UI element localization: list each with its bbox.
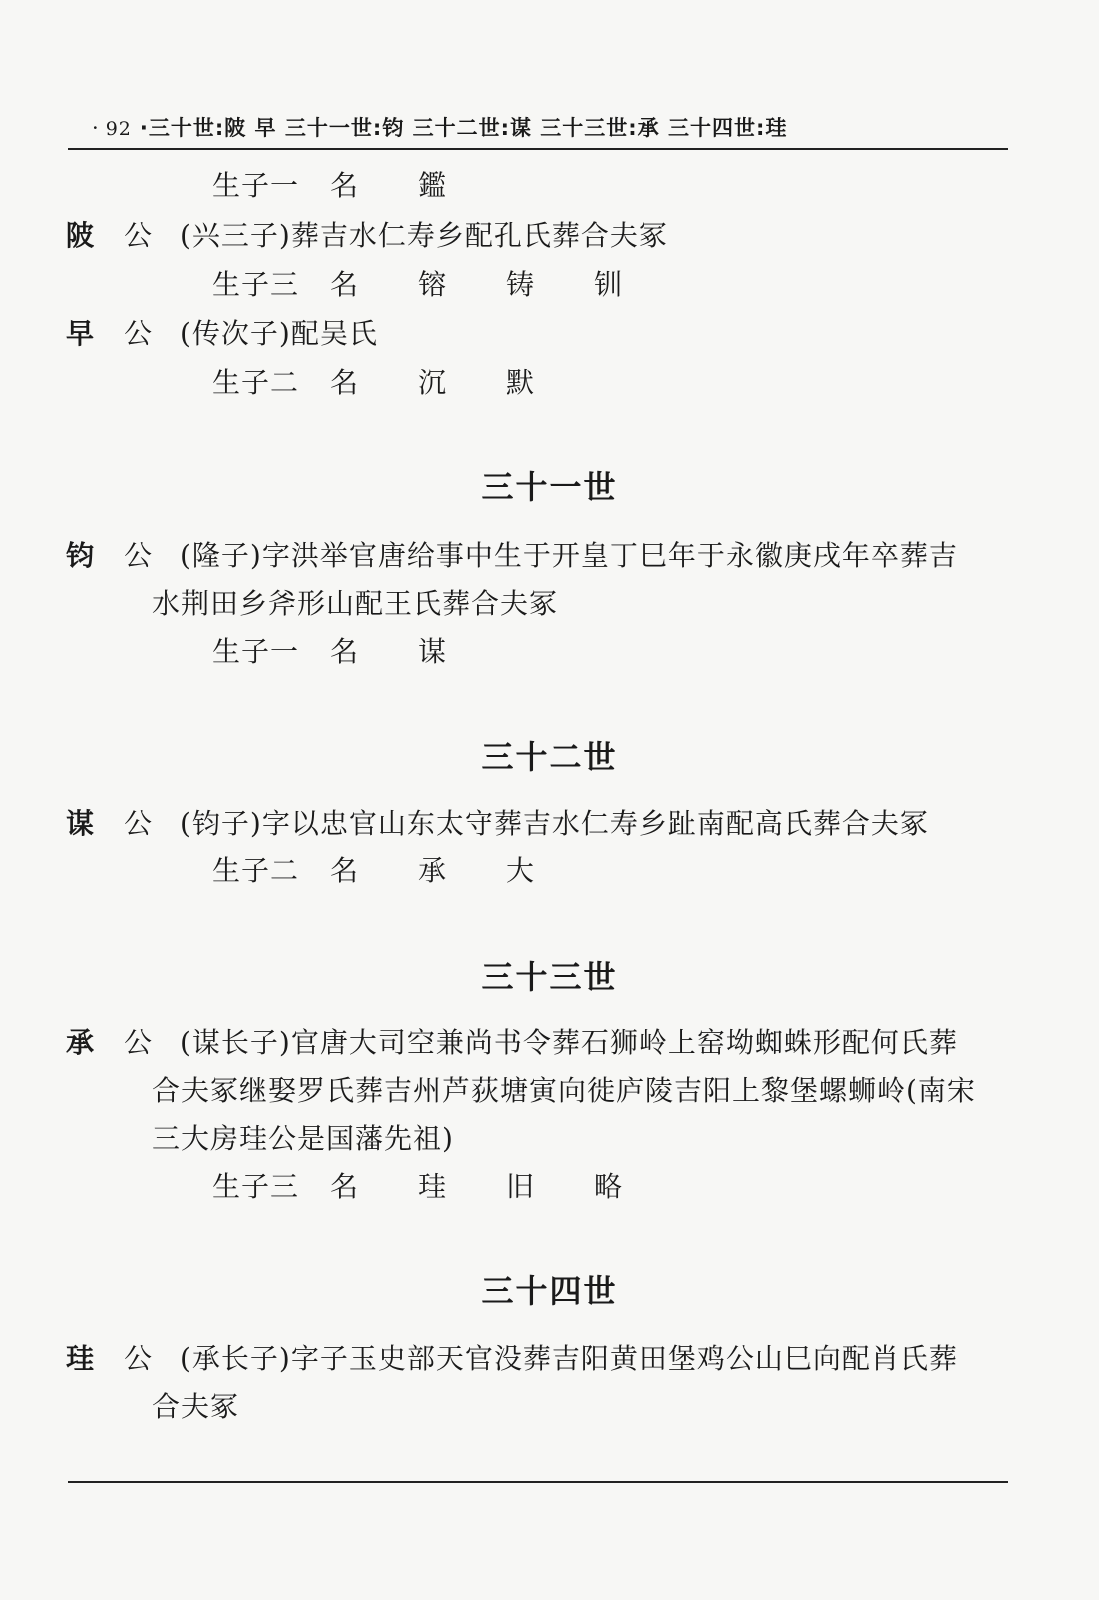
gong-title: 公: [124, 317, 154, 350]
person-name: 珪: [66, 1342, 96, 1375]
person-name: 钧: [66, 539, 96, 572]
gong-title: 公: [124, 539, 154, 572]
gong-title: 公: [124, 807, 154, 840]
entry-text: (隆子)字洪举官唐给事中生于开皇丁巳年于永徽庚戌年卒葬吉: [180, 539, 958, 572]
sons-label: 生子一: [212, 635, 300, 668]
son-name: 镕: [418, 268, 448, 301]
sons-label: 生子二: [212, 854, 300, 887]
running-title: ·三十世:陂 早 三十一世:钧 三十二世:谋 三十三世:承 三十四世:珪: [139, 116, 788, 140]
entry-text: (承长子)字子玉史部天官没葬吉阳黄田堡鸡公山巳向配肖氏葬: [180, 1342, 958, 1375]
sons-label: 生子三: [212, 268, 300, 301]
son-name: 鑑: [418, 169, 448, 202]
sons-label: 生子二: [212, 366, 300, 399]
generation-heading: 三十三世: [481, 958, 618, 996]
generation-heading: 三十二世: [481, 738, 618, 776]
footer-rule: [68, 1481, 1008, 1483]
ming-label: 名: [330, 268, 360, 301]
gong-title: 公: [124, 1026, 154, 1059]
ming-label: 名: [330, 1170, 360, 1203]
person-name: 陂: [66, 219, 96, 252]
generation-heading: 三十一世: [481, 468, 618, 506]
son-name: 旧: [506, 1170, 536, 1203]
ming-label: 名: [330, 854, 360, 887]
son-name: 略: [594, 1170, 624, 1203]
page-number: 92: [105, 118, 132, 140]
son-name: 钏: [594, 268, 624, 301]
entry-text: 水荆田乡斧形山配王氏葬合夫冢: [152, 587, 559, 620]
entry-text: (传次子)配吴氏: [180, 317, 378, 350]
running-header: [92, 112, 922, 142]
son-name: 铸: [506, 268, 536, 301]
son-name: 默: [506, 366, 536, 399]
son-name: 承: [418, 854, 448, 887]
person-name: 谋: [66, 807, 96, 840]
ming-label: 名: [330, 366, 360, 399]
gong-title: 公: [124, 219, 154, 252]
entry-text: 合夫冢继娶罗氏葬吉州芦荻塘寅向徙庐陵吉阳上黎堡螺蛳岭(南宋: [152, 1074, 976, 1107]
entry-text: 合夫冢: [152, 1390, 240, 1423]
son-name: 谋: [418, 635, 448, 668]
entry-text: (兴三子)葬吉水仁寿乡配孔氏葬合夫冢: [180, 219, 668, 252]
ming-label: 名: [330, 169, 360, 202]
gong-title: 公: [124, 1342, 154, 1375]
entry-text: (谋长子)官唐大司空兼尚书令葬石狮岭上窑坳蜘蛛形配何氏葬: [180, 1026, 958, 1059]
person-name: 承: [66, 1026, 96, 1059]
header-dot: ·: [92, 116, 100, 140]
entry-text: 三大房珪公是国藩先祖): [152, 1122, 454, 1155]
sons-label: 生子一: [212, 169, 300, 202]
generation-heading: 三十四世: [481, 1272, 618, 1310]
sons-label: 生子三: [212, 1170, 300, 1203]
entry-text: (钧子)字以忠官山东太守葬吉水仁寿乡趾南配高氏葬合夫冢: [180, 807, 929, 840]
header-rule: [68, 148, 1008, 150]
son-name: 珪: [418, 1170, 448, 1203]
son-name: 大: [506, 854, 536, 887]
person-name: 早: [66, 317, 96, 350]
son-name: 沉: [418, 366, 448, 399]
ming-label: 名: [330, 635, 360, 668]
